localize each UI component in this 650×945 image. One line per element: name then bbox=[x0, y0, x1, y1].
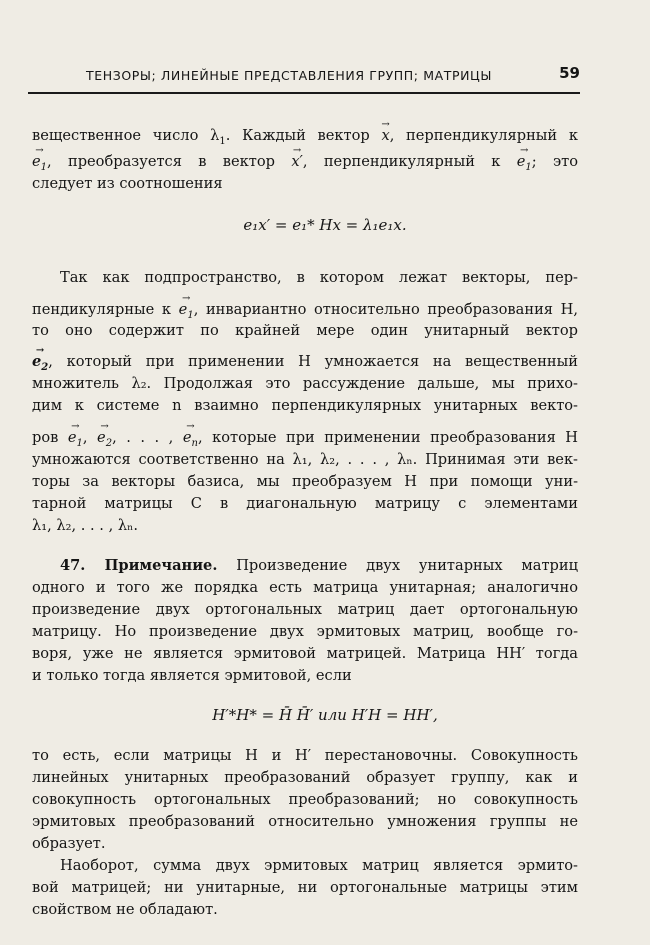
text-line: линейных унитарных преобразований образует группу, как и bbox=[32, 769, 578, 786]
text-line: одного и того же порядка есть матрица унитарная; аналогично bbox=[32, 579, 578, 596]
vector-en: → $e_n$ bbox=[183, 428, 198, 454]
section-number: 47. Примечание. bbox=[60, 557, 218, 574]
text-line: 47. Примечание. Произведение двух унитарных матриц bbox=[60, 557, 578, 574]
text-line: образует. bbox=[32, 835, 106, 852]
formula-1: e₁x′ = e₁* Hx = λ₁e₁x. bbox=[243, 216, 407, 234]
header-rule bbox=[28, 92, 580, 94]
text-line: торы за векторы базиса, мы преобразуем H при помощи уни- bbox=[32, 473, 578, 490]
formula-2: H′*H* = H̄ H̄′ или H′H = HH′, bbox=[212, 706, 438, 724]
text-line: → $e_1$, преобразуется в вектор → x′, перпендикулярный $к \to e_1$; это bbox=[32, 152, 578, 174]
text-line: множитель λ₂. Продолжая это рассуждение дальше, мы прихо- bbox=[32, 375, 578, 392]
text-line: совокупность ортогональных преобразований; но совокупность bbox=[32, 791, 578, 808]
vector-x: → x bbox=[381, 126, 389, 146]
text-line: вой матрицей; ни унитарные, ни ортогональные матрицы этим bbox=[32, 879, 578, 896]
vector-e1: → $e_1$ bbox=[517, 152, 532, 178]
text-line: ров → $e_1$, → $e_2$, . . . , → $e_n$, которые при применении преобразования H bbox=[32, 428, 578, 450]
text-line: λ₁, λ₂, . . . , λₙ. bbox=[32, 517, 139, 534]
text-line: вещественное число $\lambda_1$. Каждый вектор → x, перпендикулярный к bbox=[32, 126, 578, 148]
vector-e2: → $e_2$ bbox=[32, 352, 48, 378]
vector-e2: → $e_2$ bbox=[97, 428, 112, 454]
vector-e1: → $e_1$ bbox=[179, 300, 194, 326]
text-line: → $e_2$, который при применении H умножается на вещественный bbox=[32, 352, 578, 374]
text-line: умножаются соответственно на λ₁, λ₂, . . . , λₙ. Принимая эти век- bbox=[32, 451, 578, 468]
text-line: то есть, если матрицы H и H′ перестановочны. Совокупность bbox=[32, 747, 578, 764]
vector-e1: → $e_1$ bbox=[32, 152, 47, 178]
text-line: следует из соотношения bbox=[32, 175, 223, 192]
text-line: матрицу. Но произведение двух эрмитовых матриц, вообще го- bbox=[32, 623, 578, 640]
text-line: воря, уже не является эрмитовой матрицей. Матрица HH′ тогда bbox=[32, 645, 578, 662]
text-line: и только тогда является эрмитовой, если bbox=[32, 667, 352, 684]
vector-x-prime: → x′ bbox=[291, 152, 303, 172]
text-line: дим к системе n взаимно перпендикулярных унитарных векто- bbox=[32, 397, 578, 414]
text-line: тарной матрицы C в диагональную матрицу с элементами bbox=[32, 495, 578, 512]
vector-e1: → $e_1$ bbox=[68, 428, 83, 454]
page-number: 59 bbox=[559, 64, 580, 82]
text-line: свойством не обладают. bbox=[32, 901, 218, 918]
text-line: произведение двух ортогональных матриц дает ортогональную bbox=[32, 601, 578, 618]
text-line: то оно содержит по крайней мере один унитарный вектор bbox=[32, 322, 578, 339]
text-line: эрмитовых преобразований относительно умножения группы не bbox=[32, 813, 578, 830]
page-header bbox=[28, 62, 580, 88]
text-line: Так как подпространство, в котором лежат векторы, пер- bbox=[60, 269, 578, 286]
running-title: ТЕНЗОРЫ; ЛИНЕЙНЫЕ ПРЕДСТАВЛЕНИЯ ГРУПП; МАТРИЦЫ bbox=[86, 68, 492, 83]
text-line: Наоборот, сумма двух эрмитовых матриц является эрмито- bbox=[60, 857, 578, 874]
text-line: пендикулярные $к \to e_1$, инвариантно относительно преобразования H, bbox=[32, 300, 578, 322]
